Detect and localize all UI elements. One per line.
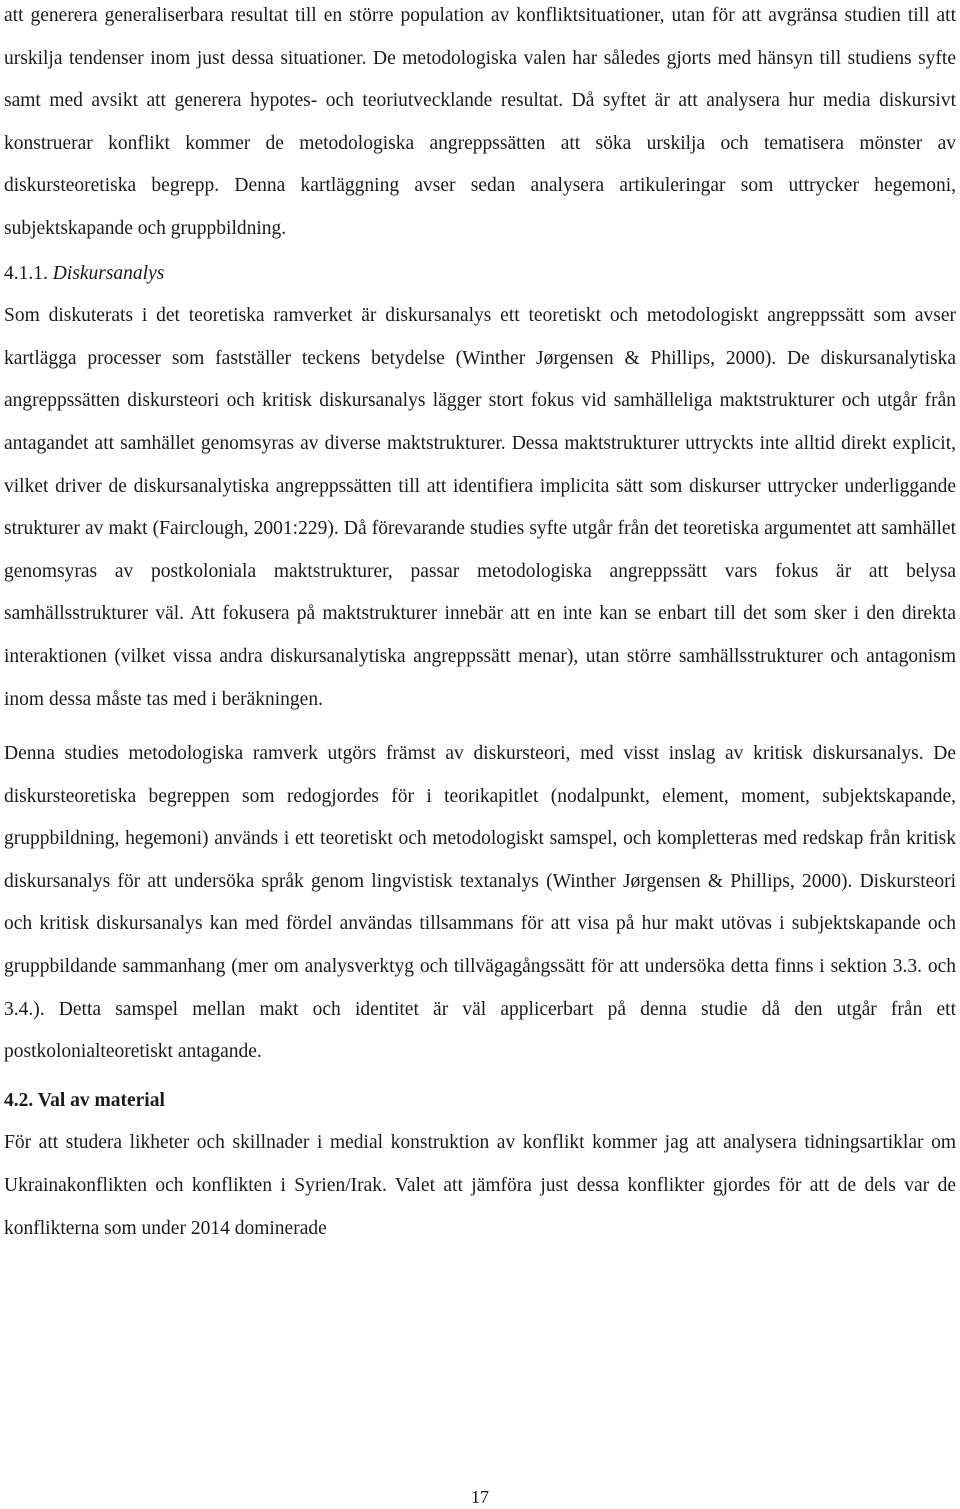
paragraph-spacer — [4, 721, 956, 733]
document-page — [4, 0, 956, 1250]
page-number: 17 — [471, 1487, 489, 1507]
body-paragraph: Denna studies metodologiska ramverk utgörs främst av diskursteori, med visst inslag av kritisk diskursanalys. De diskursteoretiska begreppen som redogjordes för i teorikapitlet (nodalpunkt, element, moment, subjektskapande, gruppbildning, hegemoni) används i ett teoretiskt och metodologiskt samspel, och kompletteras med redskap från kritisk diskursanalys för att undersöka språk genom lingvistisk textanalys (Winther Jørgensen & Phillips, 2000). Diskursteori och kritisk diskursanalys kan med fördel användas tillsammans för att visa på hur makt utövas i subjektskapande och gruppbildande sammanhang (mer om analysverktyg och tillvägagångssätt för att undersöka detta finns i sektion 3.3. och 3.4.). Detta samspel mellan makt och identitet är väl applicerbart på denna studie då den utgår från ett postkolonialteoretiskt antagande. — [4, 743, 956, 1063]
body-paragraph: För att studera likheter och skillnader i medial konstruktion av konflikt kommer jag att analysera tidningsartiklar om Ukrainakonflikten och konflikten i Syrien/Irak. Valet att jämföra just dessa konflikter gjordes för att de dels var de konflikterna som under 2014 dominerade — [4, 1132, 956, 1239]
body-paragraph: Som diskuterats i det teoretiska ramverket är diskursanalys ett teoretiskt och metodologiskt angreppssätt som avser kartlägga processer som fastställer teckens betydelse (Winther Jørgensen & Phillips, 2000). De diskursanalytiska angreppssätten diskursteori och kritisk diskursanalys lägger stort fokus vid samhälleliga maktstrukturer och utgår från antagandet att samhället genomsyras av diverse maktstrukturer. Dessa maktstrukturer uttryckts inte alltid direkt explicit, vilket driver de diskursanalytiska angreppssätten till att identifiera implicita sätt som diskurser uttrycker underliggande strukturer av makt (Fairclough, 2001:229). Då förevarande studies syfte utgår från det teoretiska argumentet att samhället genomsyras av postkoloniala maktstrukturer, passar metodologiska angreppssätt vars fokus är att belysa samhällsstrukturer väl. Att fokusera på maktstrukturer innebär att en inte kan se enbart till det som sker i den direkta interaktionen (vilket vissa andra diskursanalytiska angreppssätt menar), utan större samhällsstrukturer och antagonism inom dessa måste tas med i beräkningen. — [4, 305, 956, 710]
subsection-heading — [4, 253, 956, 296]
subsection-number: 4.1.1. — [4, 262, 48, 284]
body-paragraph: att generera generaliserbara resultat till en större population av konfliktsituationer, utan för att avgränsa studien till att urskilja tendenser inom just dessa situationer. De metodologiska valen har således gjorts med hänsyn till studiens syfte samt med avsikt att generera hypotes- och teoriutvecklande resultat. Då syftet är att analysera hur media diskursivt konstruerar konflikt kommer de metodologiska angreppssätten att söka urskilja och tematisera mönster av diskursteoretiska begrepp. Denna kartläggning avser sedan analysera artikuleringar som uttrycker hegemoni, subjektskapande och gruppbildning. — [4, 5, 956, 239]
section-heading: 4.2. Val av material — [4, 1089, 165, 1111]
subsection-title: Diskursanalys — [52, 262, 165, 284]
